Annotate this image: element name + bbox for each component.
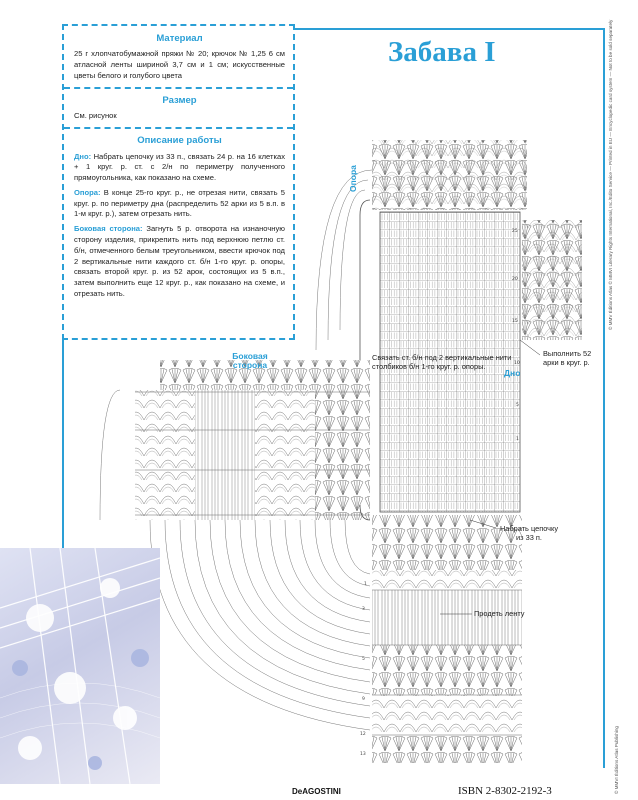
brand-logo: DeAGOSTINI [292,787,341,796]
label-side: Боковая сторона [232,351,268,371]
svg-text:20: 20 [512,277,518,282]
step-text: Набрать цепочку из 33 п., связать 24 р. на 16 клетках + 1 круг. р. ст. с 2/н по периметру полученного прямоугольника, как показано на схеме. [74,151,285,183]
step-label: Боковая сторона: [74,224,143,234]
page-title: Забава I [388,36,496,68]
note-ribbon: Продеть ленту [474,609,525,618]
work-heading: Описание работы [137,135,222,147]
svg-text:25: 25 [512,229,518,234]
section-divider [64,127,293,129]
svg-text:1: 1 [516,437,519,442]
size-text: См. рисунок [74,111,117,121]
work-step-side [74,224,285,299]
instructions-panel [62,24,295,340]
step-text: В конце 25-го круг. р., не отрезая нити, связать 5 круг. р. по периметру дна (распределить 52 арки из 5 в.п. в 1-м круг. р.), затем отрезать нить. [74,187,285,219]
step-label: Дно: [74,151,92,161]
work-step-support [74,188,285,220]
product-photo [0,548,160,784]
step-label: Опора: [74,187,101,197]
section-divider [64,87,293,89]
label-bottom: Дно [504,368,521,378]
isbn: ISBN 2-8302-2192-3 [458,785,552,797]
svg-text:5: 5 [516,403,519,408]
svg-text:15: 15 [512,319,518,324]
label-opora: Опора [348,165,358,192]
copyright-text: © MMV Éditions Atlas © MMVI Literary Rights International, Inc./Edito Service — Printed in EU — Encyclopedic card system — Not to be sold separately [608,19,613,330]
svg-text:3: 3 [362,607,365,612]
svg-text:5: 5 [362,657,365,662]
materials-text: 25 г хлопчатобумажной пряжи № 20; крючок № 1,25 6 см атласной ленты шириной 3,7 см и 1 см; искусственные цветы белого и голубого цвета [74,49,285,81]
note-center: Связать ст. б/н под 2 вертикальные нити столбиков б/н 1-го круг. р. опоры. [372,353,512,372]
materials-heading: Материал [156,33,203,44]
svg-text:10: 10 [514,361,520,366]
note-arches: Выполнить 52 арки в круг. р. [543,349,592,368]
copyright-text-2: © MMVI Éditions Atlas Publishing [614,726,619,794]
size-heading: Размер [162,94,197,106]
step-text: Загнуть 5 р. отворота на изнаночную сторону изделия, прикрепить нить под верхнюю петлю ст. б/н, отмеченного белым треугольником, ввести крючок под 2 вертикальные нити каждого ст. б/н 1-го круг. р. опоры, связать второй круг. р. из 52 арок, состоящих из 5 в.п., затем выполнить еще 12 круг. р., как показано на схеме, и отрезать нить. [74,224,285,298]
svg-text:13: 13 [360,752,366,757]
svg-text:1: 1 [364,582,367,587]
svg-text:9: 9 [362,697,365,702]
note-chain: Набрать цепочку из 33 п. [499,524,559,543]
svg-text:12: 12 [360,732,366,737]
work-step-bottom [74,152,285,184]
lace-photo-drawing [0,548,160,784]
